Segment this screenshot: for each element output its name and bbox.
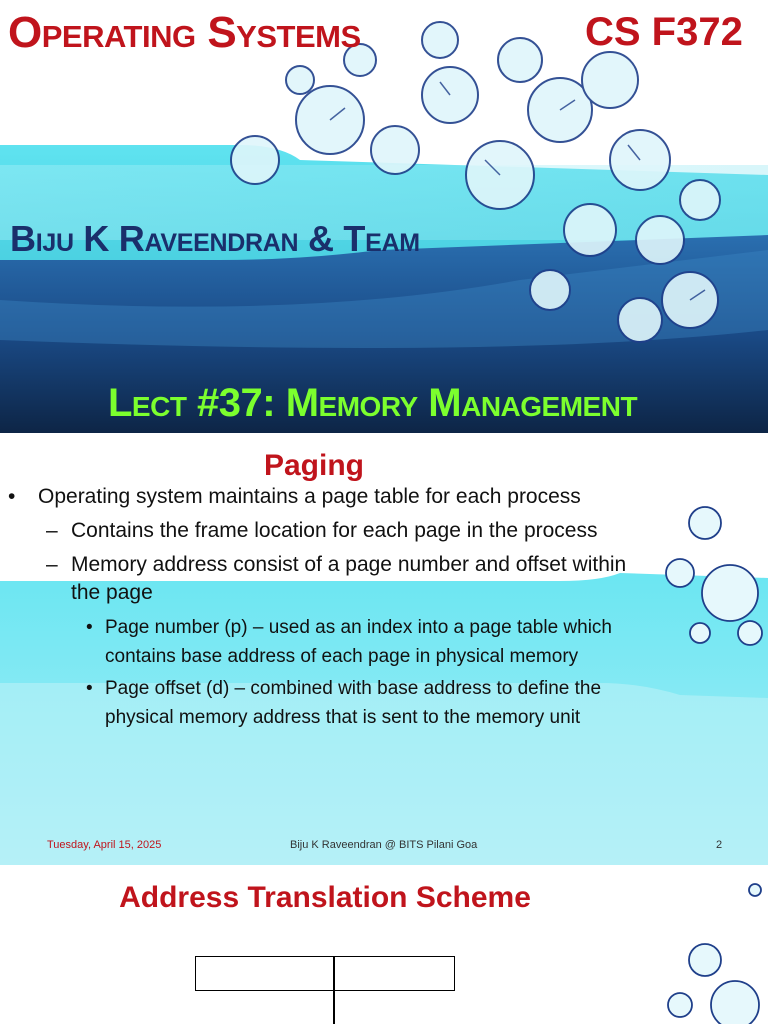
sub-bullet-item: – Contains the frame location for each page in the process xyxy=(0,517,640,545)
sub-sub-bullet-item: • Page number (p) – used as an index into a page table which contains base address of each page in physical memory xyxy=(0,613,615,671)
sub-bullet-item: – Memory address consist of a page number and offset within the page xyxy=(0,551,640,607)
title-slide-background xyxy=(0,0,768,433)
sub-sub-bullet-item: • Page offset (d) – combined with base address to define the physical memory address that is sent to the memory unit xyxy=(0,674,615,732)
slide-title: Address Translation Scheme xyxy=(119,881,531,914)
logical-address-box xyxy=(195,956,455,991)
footer-page-number: 2 xyxy=(716,839,723,851)
footer-author: Biju K Raveendran @ BITS Pilani Goa xyxy=(290,839,478,851)
course-title: Operating Systems xyxy=(8,8,361,57)
slide-title: Paging xyxy=(263,449,364,482)
title-slide xyxy=(0,0,768,433)
clocks-ornament xyxy=(668,884,761,1024)
address-translation-slide xyxy=(0,865,768,1024)
author-team: Biju K Raveendran & Team xyxy=(10,218,420,259)
course-code: CS F372 xyxy=(585,10,743,54)
paging-slide xyxy=(0,433,768,865)
bullet-item: • Operating system maintains a page table for each process xyxy=(0,483,640,511)
footer-date: Tuesday, April 15, 2025 xyxy=(47,839,162,851)
bullet-list xyxy=(0,483,640,735)
lecture-title: Lect #37: Memory Management xyxy=(108,381,638,425)
address-divider-line xyxy=(333,956,335,1024)
